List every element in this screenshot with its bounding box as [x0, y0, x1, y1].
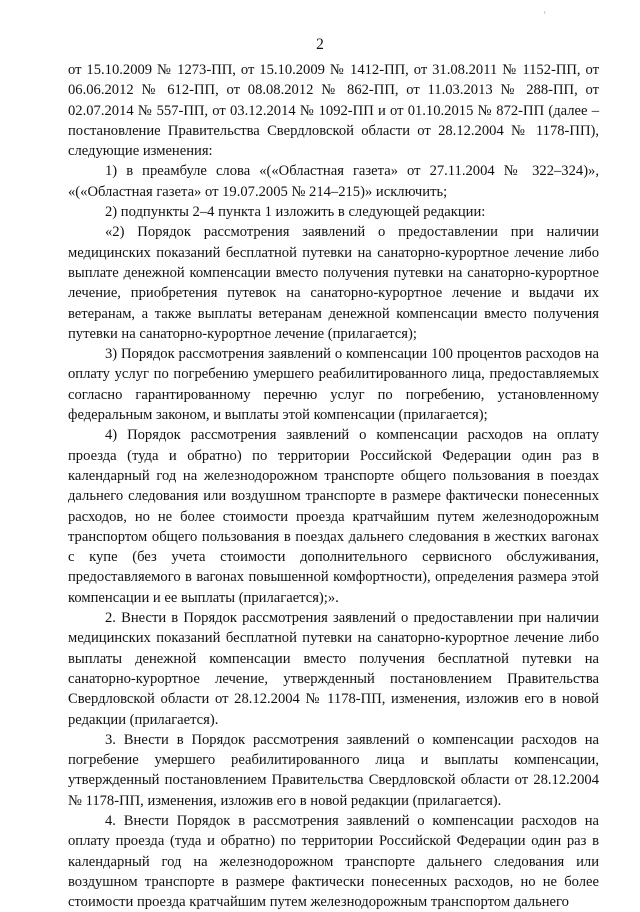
paragraph-item-2: 2) подпункты 2–4 пункта 1 изложить в следующей редакции: [105, 204, 486, 221]
paragraph-item-1: 1) в преамбуле слова «(«Областная газета» от 27.11.2004 № 322–324)», «(«Областная газета» от 19.07.2005 № 214–215)» исключить; [68, 163, 599, 200]
paragraph-section-4: 4. Внести Порядок в рассмотрения заявлений о компенсации расходов на оплату проезда (туда и обратно) по территории Российской Федерации один раз в календарный год на железнодорожном транспорте дальнего следования или воздушном транспорте в размере фактически понесенных расходов, но не более стоимости проезда кратчайшим путем железнодорожным транспортом дальнего [68, 812, 599, 911]
paragraph-section-3: 3. Внести в Порядок рассмотрения заявлений о компенсации расходов на погребение умершего реабилитированного лица и выплаты компенсации, утвержденный постановлением Правительства Свердловской области от 28.12.2004 № 1178-ПП, изменения, изложив его в новой редакции (прилагается). [68, 731, 599, 809]
paragraph-subitem-2: «2) Порядок рассмотрения заявлений о предоставлении при наличии медицинских показаний бесплатной путевки на санаторно-курортное лечение либо выплате денежной компенсации вместо получения путевки на санаторно-курортное лечение, приобретения путевок на санаторно-курортное лечение и выдачи их ветеранам, а также выплаты ветеранам денежной компенсации вместо получения путевки на санаторно-курортное лечение (прилагается); [68, 224, 599, 342]
paragraph-section-2: 2. Внести в Порядок рассмотрения заявлений о предоставлении при наличии медицинских показаний бесплатной путевки на санаторно-курортное лечение либо выплаты денежной компенсации вместо получения бесплатной путевки на санаторно-курортное лечение, утвержденный постановлением Правительства Свердловской области от 28.12.2004 № 1178-ПП, изменения, изложив его в новой редакции (прилагается). [68, 610, 599, 728]
page-number: 2 [316, 36, 324, 53]
paragraph-amended-acts: от 15.10.2009 № 1273-ПП, от 15.10.2009 № 1412-ПП, от 31.08.2011 № 1152-ПП, от 06.06.2012 № 612-ПП, от 08.08.2012 № 862-ПП, от 11.03.2013 № 288-ПП, от 02.07.2014 № 557-ПП, от 03.12.2014 № 1092-ПП и от 01.10.2015 № 872-ПП (далее – постановление Правительства Свердловской области от 28.12.2004 № 1178-ПП), следующие изменения: [68, 62, 599, 160]
scan-mark: ' [544, 10, 546, 20]
paragraph-subitem-4: 4) Порядок рассмотрения заявлений о компенсации расходов на оплату проезда (туда и обратно) по территории Российской Федерации один раз в календарный год на железнодорожном транспорте общего пользования в поездах дальнего следования или воздушном транспорте в размере фактически понесенных расходов, но не более стоимости проезда кратчайшим путем железнодорожным транспортом общего пользования в поездах дальнего следования в жестких вагонах с купе (без учета стоимости дополнительного сервисного обслуживания, предоставляемого в вагонах повышенной комфортности), определения размера этой компенсации и ее выплаты (прилагается);». [68, 427, 599, 606]
paragraph-subitem-3: 3) Порядок рассмотрения заявлений о компенсации 100 процентов расходов на оплату услуг по погребению умершего реабилитированного лица, предоставляемых согласно гарантированному перечню услуг по погребению, установленному федеральным законом, и выплаты этой компенсации (прилагается); [68, 346, 599, 424]
document-body [68, 60, 599, 912]
